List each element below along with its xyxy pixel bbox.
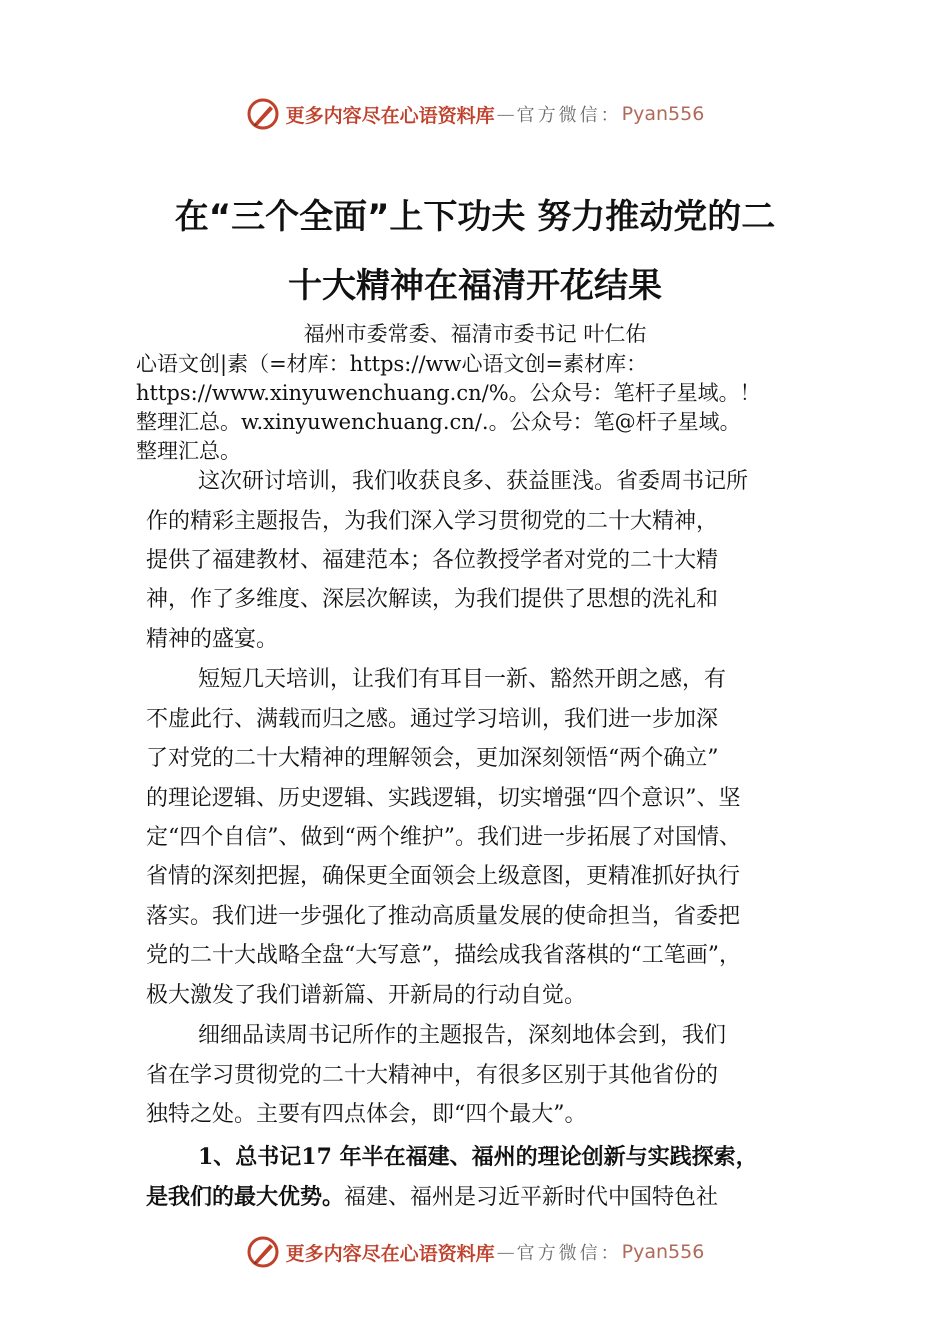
body-line: 这次研讨培训，我们收获良多、获益匪浅。省委周书记所 [198, 469, 749, 494]
body-line: 的理论逻辑、历史逻辑、实践逻辑，切实增强“四个意识”、坚 [146, 786, 741, 811]
pen-logo-icon [246, 97, 280, 131]
section-heading-continued [146, 1180, 718, 1211]
watermark-line: 整理汇总。 [136, 439, 241, 463]
banner-separator: — [496, 1241, 515, 1263]
body-line: 提供了福建教材、福建范本；各位教授学者对党的二十大精 [146, 548, 719, 573]
banner-separator: — [496, 103, 515, 125]
banner-wechat-label: 官方微信： [516, 1243, 622, 1264]
watermark-line: 整理汇总。w.xinyuwenchuang.cn/.。公众号：笔@杆子星域。 [136, 410, 741, 434]
section-heading-bold-part: 是我们的最大优势。 [146, 1184, 345, 1210]
banner-text: 更多内容尽在心语资料库 [285, 1242, 495, 1265]
body-line: 极大激发了我们谱新篇、开新局的行动自觉。 [146, 983, 587, 1008]
section-heading: 1、总书记17 年半在福建、福州的理论创新与实践探索， [198, 1144, 758, 1170]
banner-text: 更多内容尽在心语资料库 [285, 104, 495, 127]
body-line: 省在学习贯彻党的二十大精神中，有很多区别于其他省份的 [146, 1063, 719, 1088]
body-line: 定“四个自信”、做到“两个维护”。我们进一步拓展了对国情、 [146, 825, 741, 850]
header-banner [0, 94, 950, 134]
body-line: 独特之处。主要有四点体会，即“四个最大”。 [146, 1102, 587, 1127]
banner-wechat-label: 官方微信： [516, 105, 622, 126]
body-line: 短短几天培训，让我们有耳目一新、豁然开朗之感，有 [198, 667, 727, 692]
document-title-line-1: 在“三个全面”上下功夫 努力推动党的二 [174, 197, 776, 237]
watermark-line: 心语文创|素（=材库：https://ww心语文创=素材库： [136, 352, 648, 376]
watermark-line: https://www.xinyuwenchuang.cn/%。公众号：笔杆子星域。！ [136, 381, 761, 405]
body-line: 细细品读周书记所作的主题报告，深刻地体会到，我们 [198, 1023, 727, 1048]
banner-wechat-id: Pyan556 [621, 103, 705, 125]
body-line: 作的精彩主题报告，为我们深入学习贯彻党的二十大精神， [146, 509, 719, 534]
body-line: 落实。我们进一步强化了推动高质量发展的使命担当，省委把 [146, 904, 741, 929]
body-line: 了对党的二十大精神的理解领会，更加深刻领悟“两个确立” [146, 746, 719, 771]
body-line: 不虚此行、满载而归之感。通过学习培训，我们进一步加深 [146, 707, 719, 732]
section-body-text: 福建、福州是习近平新时代中国特色社 [344, 1185, 719, 1210]
body-line: 党的二十大战略全盘“大写意”，描绘成我省落棋的“工笔画”， [146, 943, 741, 968]
footer-banner [0, 1232, 950, 1272]
banner-wechat-id: Pyan556 [621, 1241, 705, 1263]
document-title-line-2: 十大精神在福清开花结果 [288, 266, 662, 306]
body-line: 省情的深刻把握，确保更全面领会上级意图，更精准抓好执行 [146, 864, 741, 889]
body-line: 神，作了多维度、深层次解读，为我们提供了思想的洗礼和 [146, 587, 719, 612]
author-line: 福州市委常委、福清市委书记 叶仁佑 [303, 322, 647, 346]
pen-logo-icon [246, 1235, 280, 1269]
body-line: 精神的盛宴。 [146, 627, 279, 652]
